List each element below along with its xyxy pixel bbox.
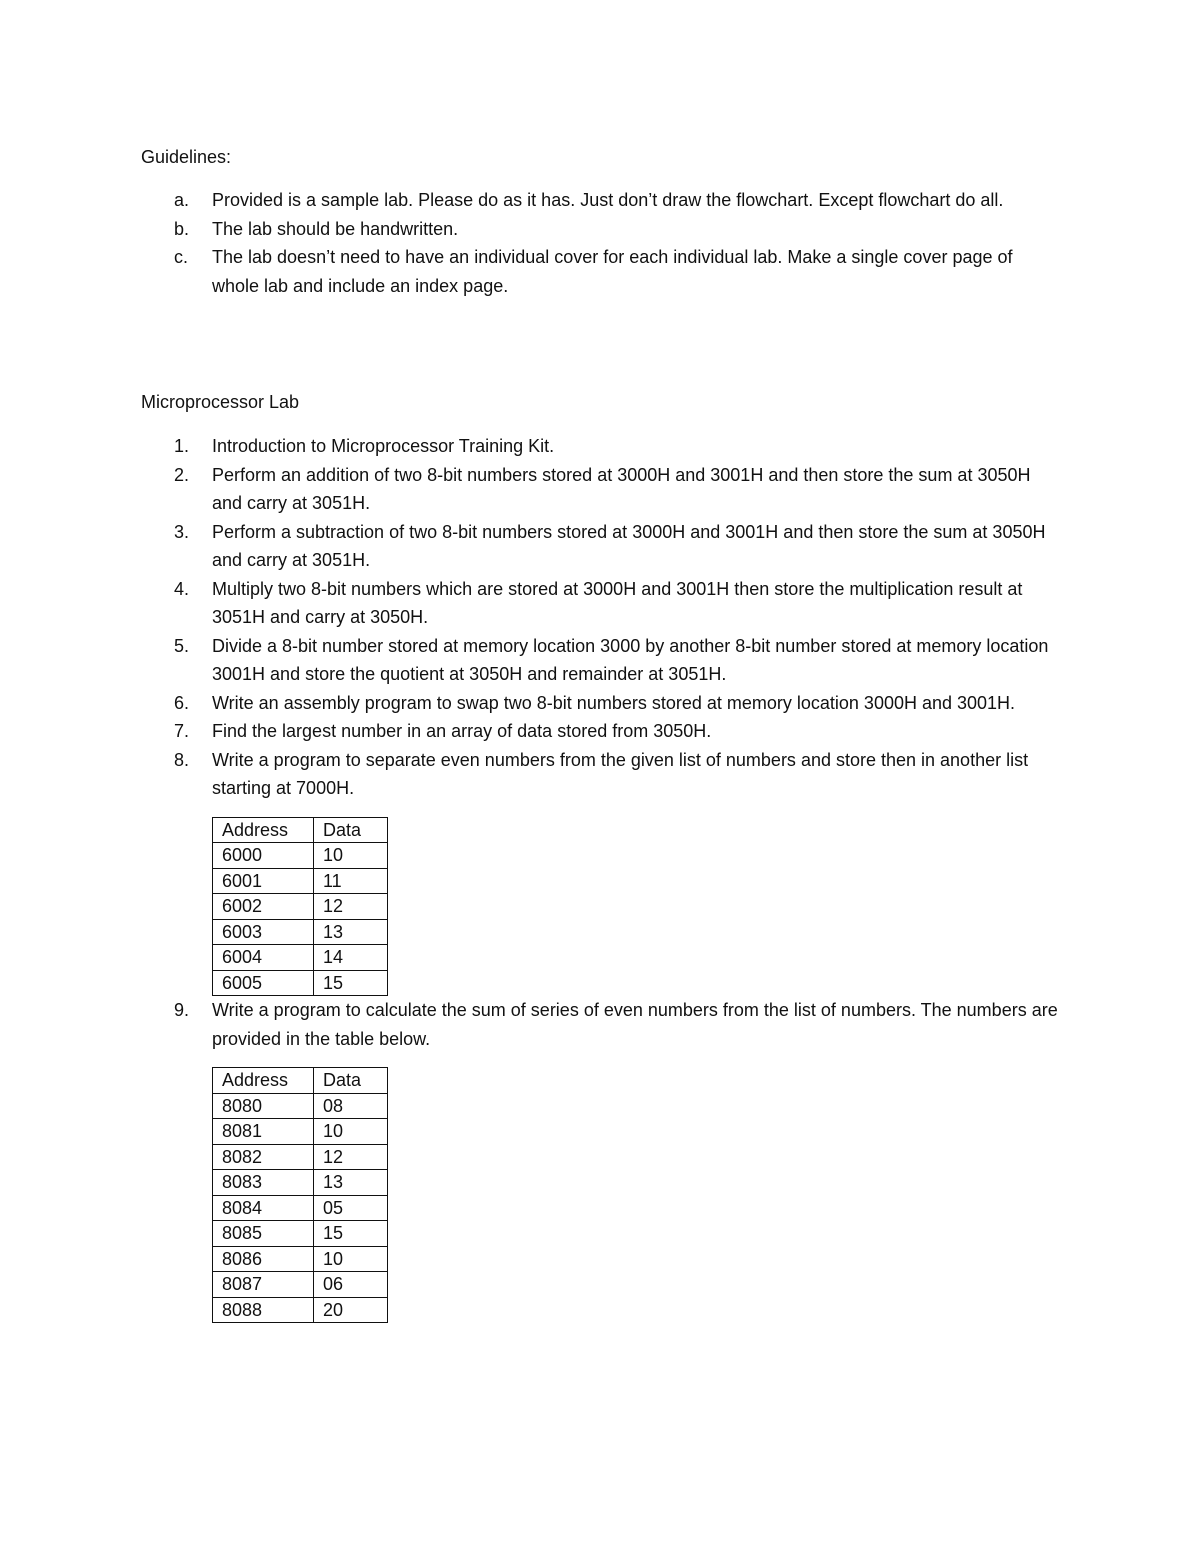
table-row [213, 1195, 388, 1221]
data-cell: 13 [314, 1170, 388, 1196]
table-row [213, 919, 388, 945]
list-marker: b. [174, 218, 190, 239]
table-row [213, 894, 388, 920]
data-cell: 13 [314, 919, 388, 945]
data-cell: 10 [314, 843, 388, 869]
list-marker: c. [174, 247, 189, 267]
address-cell: 6005 [213, 970, 314, 996]
address-cell: 6001 [213, 868, 314, 894]
address-cell: 6003 [213, 919, 314, 945]
table-header-data: Data [314, 817, 388, 843]
memory-table-series-sum [212, 1067, 388, 1323]
list-marker: 8. [174, 749, 190, 770]
table-row [213, 1170, 388, 1196]
list-marker: 1. [174, 436, 190, 456]
guideline-item-c [0, 243, 1062, 300]
data-cell: 20 [314, 1297, 388, 1323]
table-header-address: Address [213, 817, 314, 843]
lab-item-text: Multiply two 8-bit numbers which are stored at 3000H and 3001H then store the multiplication result at 3051H and carry at 3050H. [212, 578, 1023, 627]
table-body [213, 1093, 388, 1323]
table-row [213, 1093, 388, 1119]
lab-item-text: Write an assembly program to swap two 8-bit numbers stored at memory location 3000H and 3001H. [212, 692, 1016, 713]
address-cell: 6000 [213, 843, 314, 869]
table-body [213, 843, 388, 996]
table-row [213, 945, 388, 971]
list-marker: 2. [174, 464, 190, 485]
address-cell: 8088 [213, 1297, 314, 1323]
data-cell: 12 [314, 894, 388, 920]
data-cell: 10 [314, 1119, 388, 1145]
lab-item-2 [0, 461, 1062, 518]
lab-item-text: Write a program to separate even numbers from the given list of numbers and store then in another list starting at 7000H. [212, 749, 1029, 798]
table-row [213, 1221, 388, 1247]
table-row [213, 1272, 388, 1298]
data-cell: 06 [314, 1272, 388, 1298]
list-marker: 3. [174, 521, 190, 542]
guideline-item-b [0, 215, 1062, 244]
lab-item-5 [0, 632, 1062, 689]
data-cell: 15 [314, 1221, 388, 1247]
address-cell: 8086 [213, 1246, 314, 1272]
lab-item-9 [0, 996, 1062, 1323]
list-marker: 9. [174, 1000, 190, 1020]
lab-item-6 [0, 689, 1062, 718]
address-cell: 8085 [213, 1221, 314, 1247]
guideline-text: The lab should be handwritten. [212, 218, 459, 239]
table-row [213, 1119, 388, 1145]
address-cell: 8087 [213, 1272, 314, 1298]
guideline-text: Provided is a sample lab. Please do as it has. Just don’t draw the flowchart. Except flowchart do all. [212, 190, 1004, 210]
lab-item-3 [0, 518, 1062, 575]
data-cell: 12 [314, 1144, 388, 1170]
address-cell: 6004 [213, 945, 314, 971]
address-cell: 8080 [213, 1093, 314, 1119]
data-cell: 14 [314, 945, 388, 971]
lab-item-text: Divide a 8-bit number stored at memory location 3000 by another 8-bit number stored at memory location 3001H and store the quotient at 3050H and remainder at 3051H. [212, 635, 1049, 684]
lab-item-text: Introduction to Microprocessor Training Kit. [212, 436, 555, 456]
address-cell: 8081 [213, 1119, 314, 1145]
table-header-data: Data [314, 1068, 388, 1094]
lab-item-7 [0, 717, 1062, 746]
lab-item-8 [0, 746, 1062, 997]
data-cell: 11 [314, 868, 388, 894]
table-row [213, 1246, 388, 1272]
list-marker: a. [174, 190, 190, 210]
guidelines-list [0, 186, 1200, 300]
table-row [213, 970, 388, 996]
lab-item-4 [0, 575, 1062, 632]
memory-table-even-list [212, 817, 388, 997]
table-header-row [213, 817, 388, 843]
guideline-item-a [0, 186, 1062, 215]
table-header-row [213, 1068, 388, 1094]
table-row [213, 1144, 388, 1170]
address-cell: 6002 [213, 894, 314, 920]
data-cell: 15 [314, 970, 388, 996]
list-marker: 5. [174, 635, 190, 656]
lab-item-1 [0, 432, 1062, 461]
lab-heading: Microprocessor Lab [141, 392, 300, 412]
address-cell: 8084 [213, 1195, 314, 1221]
address-cell: 8083 [213, 1170, 314, 1196]
lab-item-text: Perform an addition of two 8-bit numbers stored at 3000H and 3001H and then store the sum at 3050H and carry at 3051H. [212, 464, 1031, 513]
list-marker: 7. [174, 721, 190, 741]
lab-item-text: Find the largest number in an array of data stored from 3050H. [212, 721, 712, 741]
lab-list [0, 432, 1200, 1323]
table-row [213, 1297, 388, 1323]
guidelines-heading: Guidelines: [141, 147, 232, 167]
list-marker: 6. [174, 692, 190, 713]
address-cell: 8082 [213, 1144, 314, 1170]
data-cell: 05 [314, 1195, 388, 1221]
data-cell: 10 [314, 1246, 388, 1272]
guideline-text: The lab doesn’t need to have an individual cover for each individual lab. Make a single cover page of whole lab and include an index page. [212, 247, 1013, 296]
list-marker: 4. [174, 578, 190, 599]
data-cell: 08 [314, 1093, 388, 1119]
table-header-address: Address [213, 1068, 314, 1094]
table-row [213, 868, 388, 894]
lab-item-text: Perform a subtraction of two 8-bit numbers stored at 3000H and 3001H and then store the sum at 3050H and carry at 3051H. [212, 521, 1046, 570]
lab-item-text: Write a program to calculate the sum of series of even numbers from the list of numbers. The numbers are provided in the table below. [212, 1000, 1058, 1049]
table-row [213, 843, 388, 869]
